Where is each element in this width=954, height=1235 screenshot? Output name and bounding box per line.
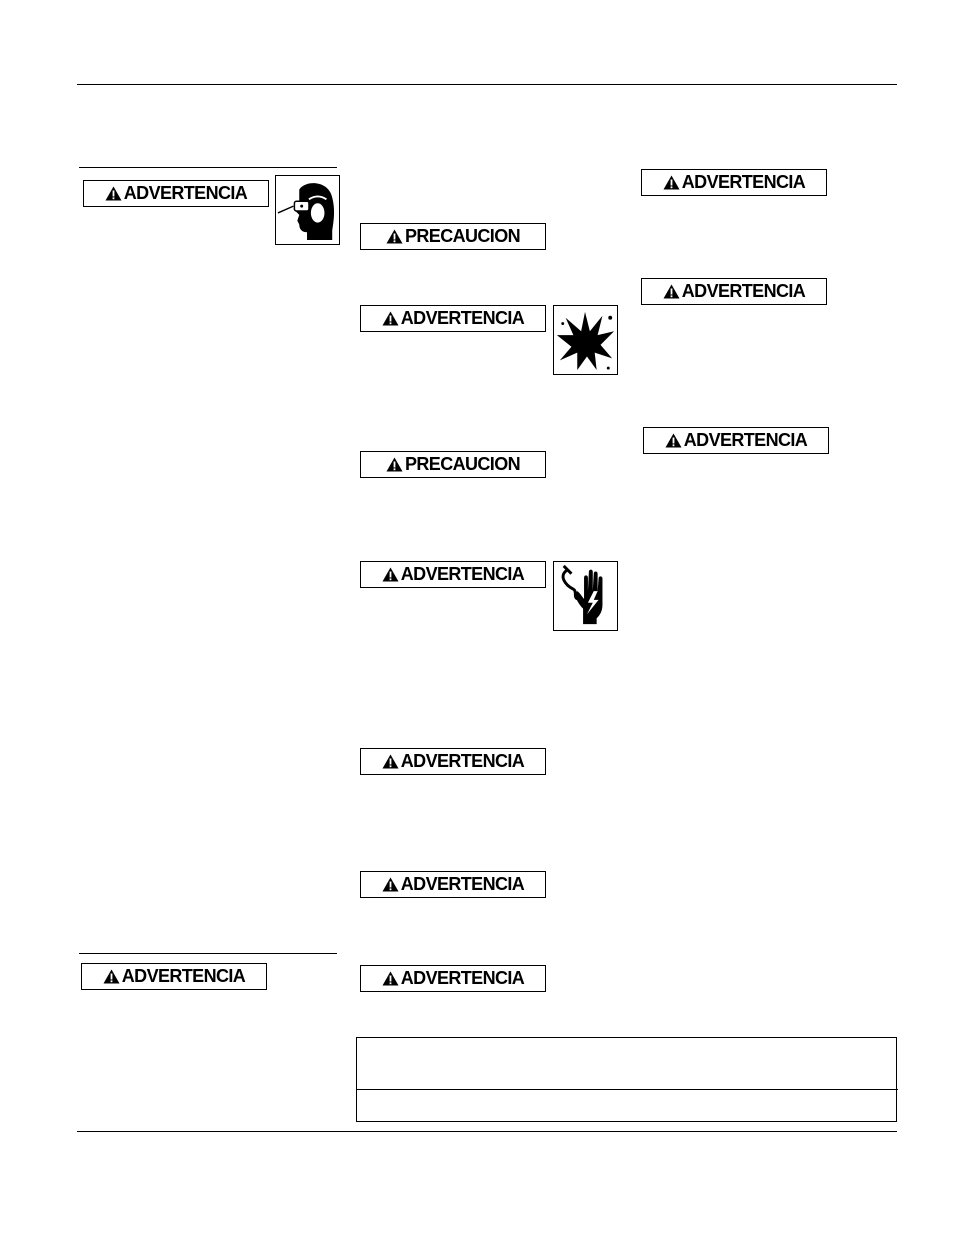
warning-label-text: ADVERTENCIA: [681, 172, 806, 192]
caution-label-text: PRECAUCION: [404, 454, 520, 474]
warning-label-text: ADVERTENCIA: [400, 751, 525, 771]
safety-goggles-ear-protection-icon: [275, 175, 340, 245]
left-column-lower-rule: [79, 953, 337, 954]
warning-triangle-icon: [663, 284, 680, 299]
footer-rule: [77, 1131, 897, 1132]
warning-triangle-icon: [665, 433, 682, 448]
warning-label-text: ADVERTENCIA: [400, 968, 525, 988]
warning-label-text: ADVERTENCIA: [121, 966, 246, 986]
warning-triangle-icon: [382, 754, 399, 769]
explosion-hazard-icon: [553, 305, 618, 375]
warning-label: [641, 169, 827, 196]
warning-triangle-icon: [105, 186, 122, 201]
warning-triangle-icon: [386, 229, 403, 244]
warning-label-text: ADVERTENCIA: [683, 430, 808, 450]
warning-triangle-icon: [382, 311, 399, 326]
warning-triangle-icon: [663, 175, 680, 190]
electric-shock-hand-icon: [553, 561, 618, 631]
warning-triangle-icon: [382, 567, 399, 582]
warning-label-text: ADVERTENCIA: [681, 281, 806, 301]
warning-label: [360, 305, 546, 332]
warning-label: [641, 278, 827, 305]
caution-label-text: PRECAUCION: [404, 226, 520, 246]
warning-label: [360, 965, 546, 992]
note-box-divider: [357, 1089, 898, 1090]
warning-label: [360, 561, 546, 588]
warning-label-text: ADVERTENCIA: [400, 874, 525, 894]
note-box: [356, 1037, 897, 1122]
header-rule: [77, 84, 897, 85]
warning-triangle-icon: [382, 971, 399, 986]
caution-label: [360, 451, 546, 478]
warning-label: [81, 963, 267, 990]
warning-label-text: ADVERTENCIA: [123, 183, 248, 203]
warning-triangle-icon: [386, 457, 403, 472]
warning-label: [643, 427, 829, 454]
warning-label: [360, 748, 546, 775]
caution-label: [360, 223, 546, 250]
warning-label-text: ADVERTENCIA: [400, 308, 525, 328]
warning-label-text: ADVERTENCIA: [400, 564, 525, 584]
warning-label: [360, 871, 546, 898]
warning-triangle-icon: [103, 969, 120, 984]
warning-label: [83, 180, 269, 207]
warning-triangle-icon: [382, 877, 399, 892]
left-column-top-rule: [79, 167, 337, 168]
